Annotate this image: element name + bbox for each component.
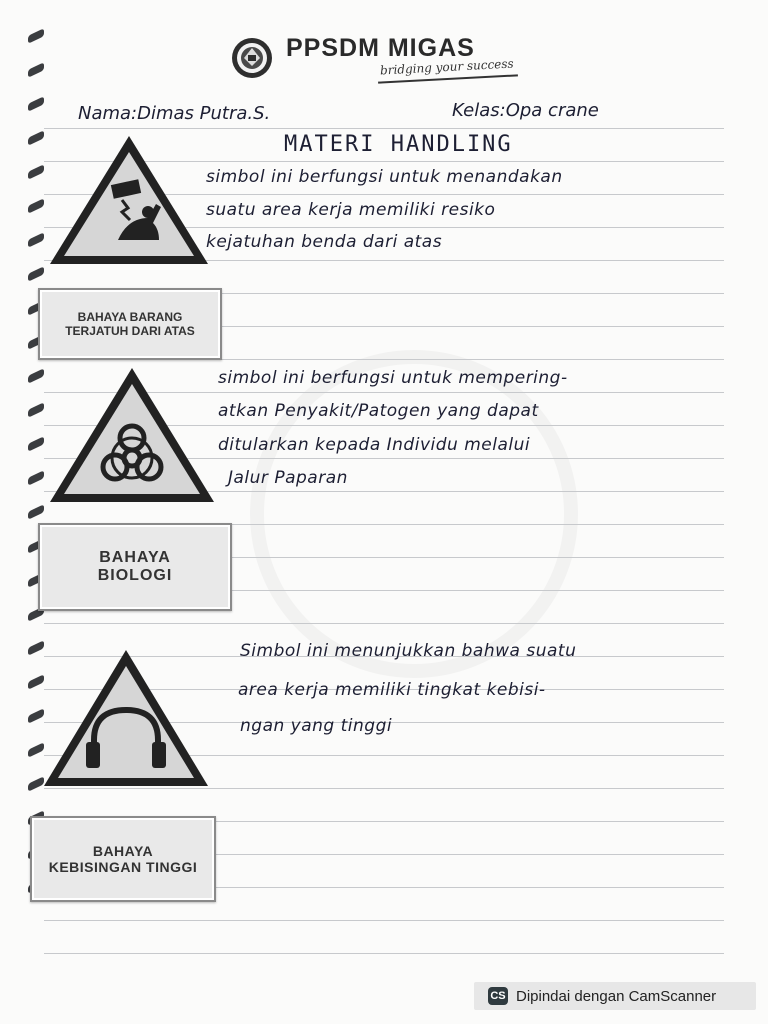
page-title: MATERI HANDLING [284,132,513,157]
note-line: ngan yang tinggi [240,716,393,736]
student-name: Nama:Dimas Putra.S. [78,103,271,124]
spiral-ring [28,436,44,451]
note-line: kejatuhan benda dari atas [206,232,443,252]
sign-label-text: BAHAYA BIOLOGI [97,549,173,584]
ppsdm-migas-logo [230,34,530,88]
sign-label-plate-2 [38,523,232,611]
note-line: Simbol ini menunjukkan bahwa suatu [240,641,577,661]
headphones-noise-warning-icon [38,644,214,792]
note-line: simbol ini berfungsi untuk mempering- [218,368,568,388]
spiral-ring [28,368,44,383]
note-line: area kerja memiliki tingkat kebisi- [238,680,546,700]
spiral-ring [28,402,44,417]
ruled-line [44,953,724,954]
note-line: ditularkan kepada Individu melalui [218,435,531,455]
spiral-ring [28,470,44,485]
note-line: Jalur Paparan [228,468,348,488]
spiral-ring [28,164,44,179]
camscanner-label: Dipindai dengan CamScanner [516,987,717,1005]
note-line: atkan Penyakit/Patogen yang dapat [218,401,539,421]
biohazard-warning-icon [44,362,220,508]
camscanner-badge [474,982,756,1010]
ruled-line [44,623,724,624]
emblem-icon [230,36,274,80]
spiral-ring [28,62,44,77]
spiral-ring [28,266,44,281]
falling-object-warning-icon [44,130,214,270]
student-class: Kelas:Opa crane [452,100,599,121]
camscanner-logo-icon: CS [488,987,508,1005]
spiral-ring [28,96,44,111]
spiral-ring [28,130,44,145]
sign-label-plate-1 [38,288,222,360]
ruled-line [44,920,724,921]
logo-name: PPSDM MIGAS [286,34,475,62]
spiral-ring [28,198,44,213]
sign-label-plate-3 [30,816,216,902]
logo-tagline: bridging your success [379,56,514,78]
spiral-ring [28,232,44,247]
ruled-line [44,128,724,129]
sign-label-text: BAHAYA KEBISINGAN TINGGI [48,843,198,875]
note-line: simbol ini berfungsi untuk menandakan [206,167,563,187]
sign-label-text: BAHAYA BARANG TERJATUH DARI ATAS [65,310,195,338]
note-line: suatu area kerja memiliki resiko [206,200,496,220]
spiral-ring [28,28,44,43]
spiral-ring [28,504,44,519]
